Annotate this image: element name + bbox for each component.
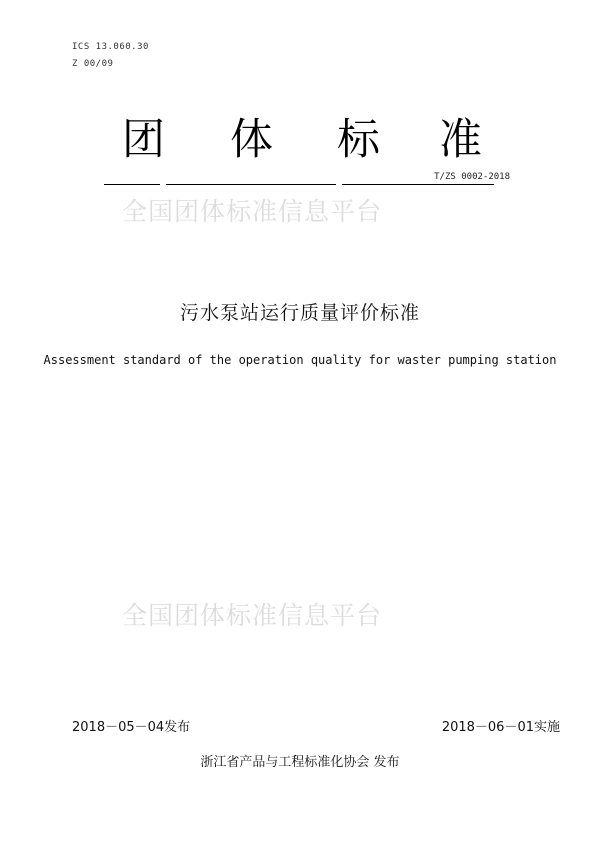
- standard-type-heading: [122, 112, 492, 168]
- publisher: 浙江省产品与工程标准化协会 发布: [200, 755, 400, 770]
- heading-char-3: 标: [337, 115, 380, 165]
- standard-number: T/ZS 0002-2018: [434, 172, 510, 182]
- document-title-en: Assessment standard of the operation quality for waster pumping station: [43, 353, 557, 367]
- document-title-cn: 污水泵站运行质量评价标准: [179, 302, 420, 324]
- watermark-bottom: 全国团体标准信息平台: [122, 601, 383, 630]
- publish-date: 2018－05－04发布: [72, 720, 191, 735]
- divider-gap: [160, 184, 166, 185]
- implementation-date: 2018－06－01实施: [441, 720, 560, 735]
- heading-char-2: 体: [230, 115, 273, 165]
- watermark-top: 全国团体标准信息平台: [122, 197, 383, 226]
- ics-code: ICS 13.060.30: [72, 42, 149, 52]
- ccs-code: Z 00/09: [72, 59, 114, 69]
- heading-char-1: 团: [122, 115, 165, 165]
- divider-gap: [336, 184, 342, 185]
- heading-char-4: 准: [439, 115, 482, 165]
